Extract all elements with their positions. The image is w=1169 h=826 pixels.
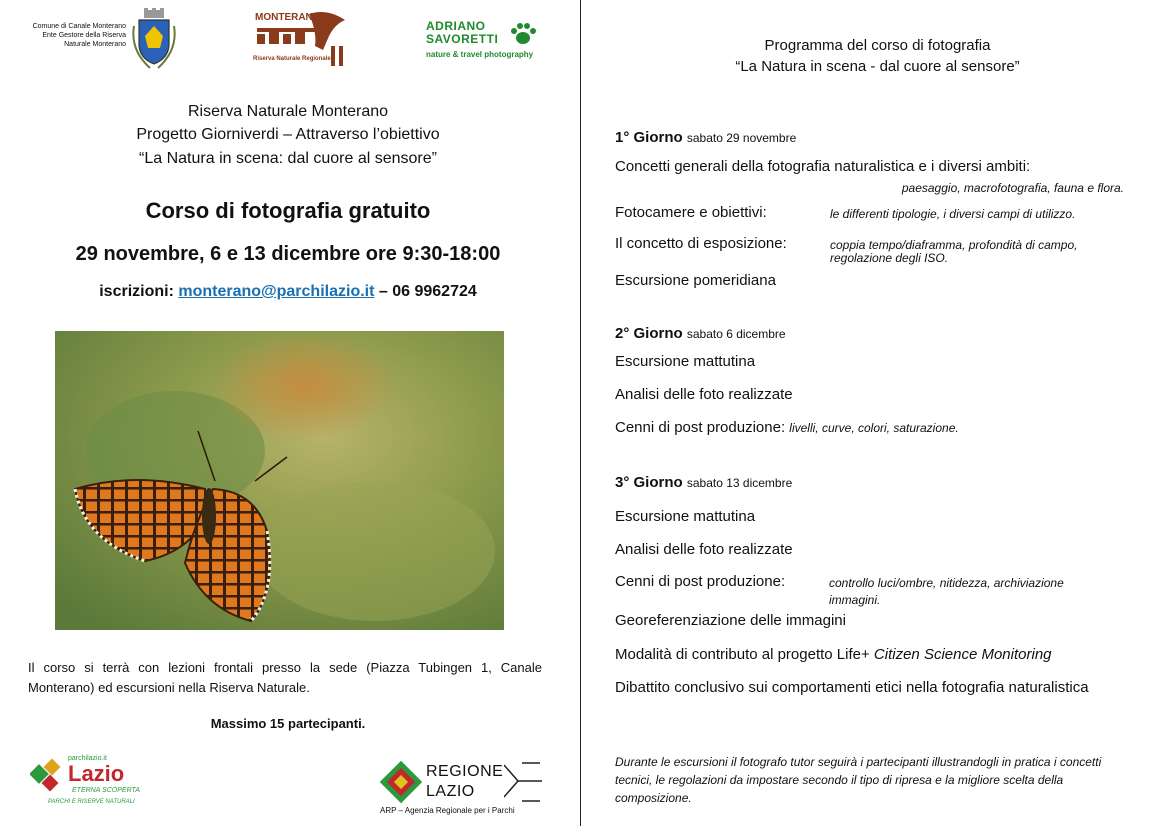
day1-item3-detail2: regolazione degli ISO. bbox=[830, 251, 949, 265]
max-participants: Massimo 15 partecipanti. bbox=[210, 716, 366, 731]
tutor-note: Durante le escursioni il fotografo tutor seguirà i partecipanti illustrandogli in pratica i concetti tecnici, le regolazioni da impostare secondo il tipo di ripresa e la migliore scelta della composizione. bbox=[615, 755, 1102, 805]
day3-heading bbox=[615, 474, 792, 491]
registration-line bbox=[0, 283, 576, 301]
comune-label bbox=[18, 22, 126, 49]
savoretti-name-1: ADRIANO bbox=[426, 19, 486, 33]
day3-item3: Cenni di post produzione: bbox=[615, 573, 786, 590]
savoretti-name-2: SAVORETTI bbox=[426, 32, 499, 46]
day1-item1-detail: paesaggio, macrofotografia, fauna e flora. bbox=[901, 181, 1124, 195]
day1-item3: Il concetto di esposizione: bbox=[615, 235, 787, 252]
day3-item1: Escursione mattutina bbox=[615, 508, 756, 525]
day1-date: sabato 29 novembre bbox=[686, 131, 797, 145]
lazio-bottom-label: PARCHI E RISERVE NATURALI bbox=[48, 799, 135, 805]
day3-item2: Analisi delle foto realizzate bbox=[615, 541, 793, 558]
day2-item3-label: Cenni di post produzione: bbox=[615, 419, 786, 436]
monterano-logo bbox=[253, 6, 349, 70]
day1-heading bbox=[615, 129, 796, 146]
page-divider bbox=[580, 0, 581, 826]
header-line-1: Riserva Naturale Monterano bbox=[187, 103, 389, 120]
monterano-sub: Riserva Naturale Regionale bbox=[253, 56, 331, 62]
program-subtitle: “La Natura in scena - dal cuore al sensore” bbox=[735, 58, 1020, 75]
course-title: Corso di fotografia gratuito bbox=[145, 198, 431, 223]
registration-label: iscrizioni: bbox=[99, 283, 174, 300]
program-title: Programma del corso di fotografia bbox=[764, 37, 991, 54]
right-page bbox=[586, 0, 1169, 826]
butterfly-photo bbox=[55, 331, 504, 630]
lazio-parks-logo bbox=[30, 755, 150, 811]
regione-line1: REGIONE bbox=[426, 763, 504, 780]
day2-item3-detail: livelli, curve, colori, saturazione. bbox=[789, 421, 959, 435]
day2-heading bbox=[615, 325, 786, 342]
day1-item2: Fotocamere e obiettivi: bbox=[615, 204, 767, 221]
lazio-name: Lazio bbox=[68, 761, 125, 786]
day3-title: 3° Giorno bbox=[615, 474, 683, 491]
comune-line1: Comune di Canale Monterano bbox=[32, 23, 126, 30]
regione-lazio-logo bbox=[378, 757, 548, 813]
day1-item4: Escursione pomeridiana bbox=[615, 272, 776, 289]
phone-number: – 06 9962724 bbox=[378, 283, 477, 300]
day2-item3 bbox=[615, 419, 959, 436]
savoretti-tagline: nature & travel photography bbox=[426, 50, 534, 59]
day3-item5-prefix: Modalità di contributo al progetto Life+ bbox=[615, 646, 870, 663]
header-line-2: Progetto Giorniverdi – Attraverso l’obiettivo bbox=[136, 126, 440, 143]
left-page bbox=[0, 0, 576, 826]
regione-chevron-icon bbox=[504, 761, 544, 807]
day1-item1: Concetti generali della fotografia naturalistica e i diversi ambiti: bbox=[615, 158, 1031, 175]
day3-item4: Georeferenziazione delle immagini bbox=[615, 612, 846, 629]
regione-line2: LAZIO bbox=[426, 783, 475, 800]
arp-label: ARP – Agenzia Regionale per i Parchi bbox=[380, 806, 515, 815]
day3-item5 bbox=[615, 646, 1052, 663]
day2-item1: Escursione mattutina bbox=[615, 353, 756, 370]
day3-item5-italic: Citizen Science Monitoring bbox=[873, 646, 1052, 663]
day2-title: 2° Giorno bbox=[615, 325, 683, 342]
regione-emblem-icon bbox=[378, 759, 424, 805]
lazio-tagline: ETERNA SCOPERTA bbox=[72, 787, 140, 794]
day2-item2: Analisi delle foto realizzate bbox=[615, 386, 793, 403]
comune-crest-icon bbox=[130, 6, 178, 70]
day3-item3-detail1: controllo luci/ombre, nitidezza, archiviazione bbox=[829, 576, 1064, 590]
day1-item2-detail: le differenti tipologie, i diversi campi di utilizzo. bbox=[830, 207, 1076, 221]
day2-date: sabato 6 dicembre bbox=[686, 327, 786, 341]
course-dates: 29 novembre, 6 e 13 dicembre ore 9:30-18:00 bbox=[75, 243, 501, 265]
lazio-mosaic-icon bbox=[30, 757, 70, 797]
lazio-top-label: parchilazio.it bbox=[68, 755, 107, 762]
comune-line3: Naturale Monterano bbox=[64, 41, 126, 48]
day3-item3-detail2: immagini. bbox=[829, 593, 881, 607]
day3-date: sabato 13 dicembre bbox=[686, 476, 793, 490]
comune-line2: Ente Gestore della Riserva bbox=[42, 32, 126, 39]
email-link[interactable]: monterano@parchilazio.it bbox=[178, 283, 375, 300]
paw-print-icon bbox=[510, 22, 536, 46]
day1-title: 1° Giorno bbox=[615, 129, 683, 146]
savoretti-logo bbox=[426, 20, 538, 64]
day1-item3-detail1: coppia tempo/diaframma, profondità di campo, bbox=[830, 238, 1078, 252]
header-line-3: “La Natura in scena: dal cuore al sensore” bbox=[139, 150, 437, 167]
day3-item6: Dibattito conclusivo sui comportamenti etici nella fotografia naturalistica bbox=[615, 679, 1089, 696]
course-description: Il corso si terrà con lezioni frontali presso la sede (Piazza Tubingen 1, Canale Monterano) ed escursioni nella Riserva Naturale. bbox=[28, 660, 542, 695]
monterano-name: MONTERANO bbox=[255, 12, 321, 23]
